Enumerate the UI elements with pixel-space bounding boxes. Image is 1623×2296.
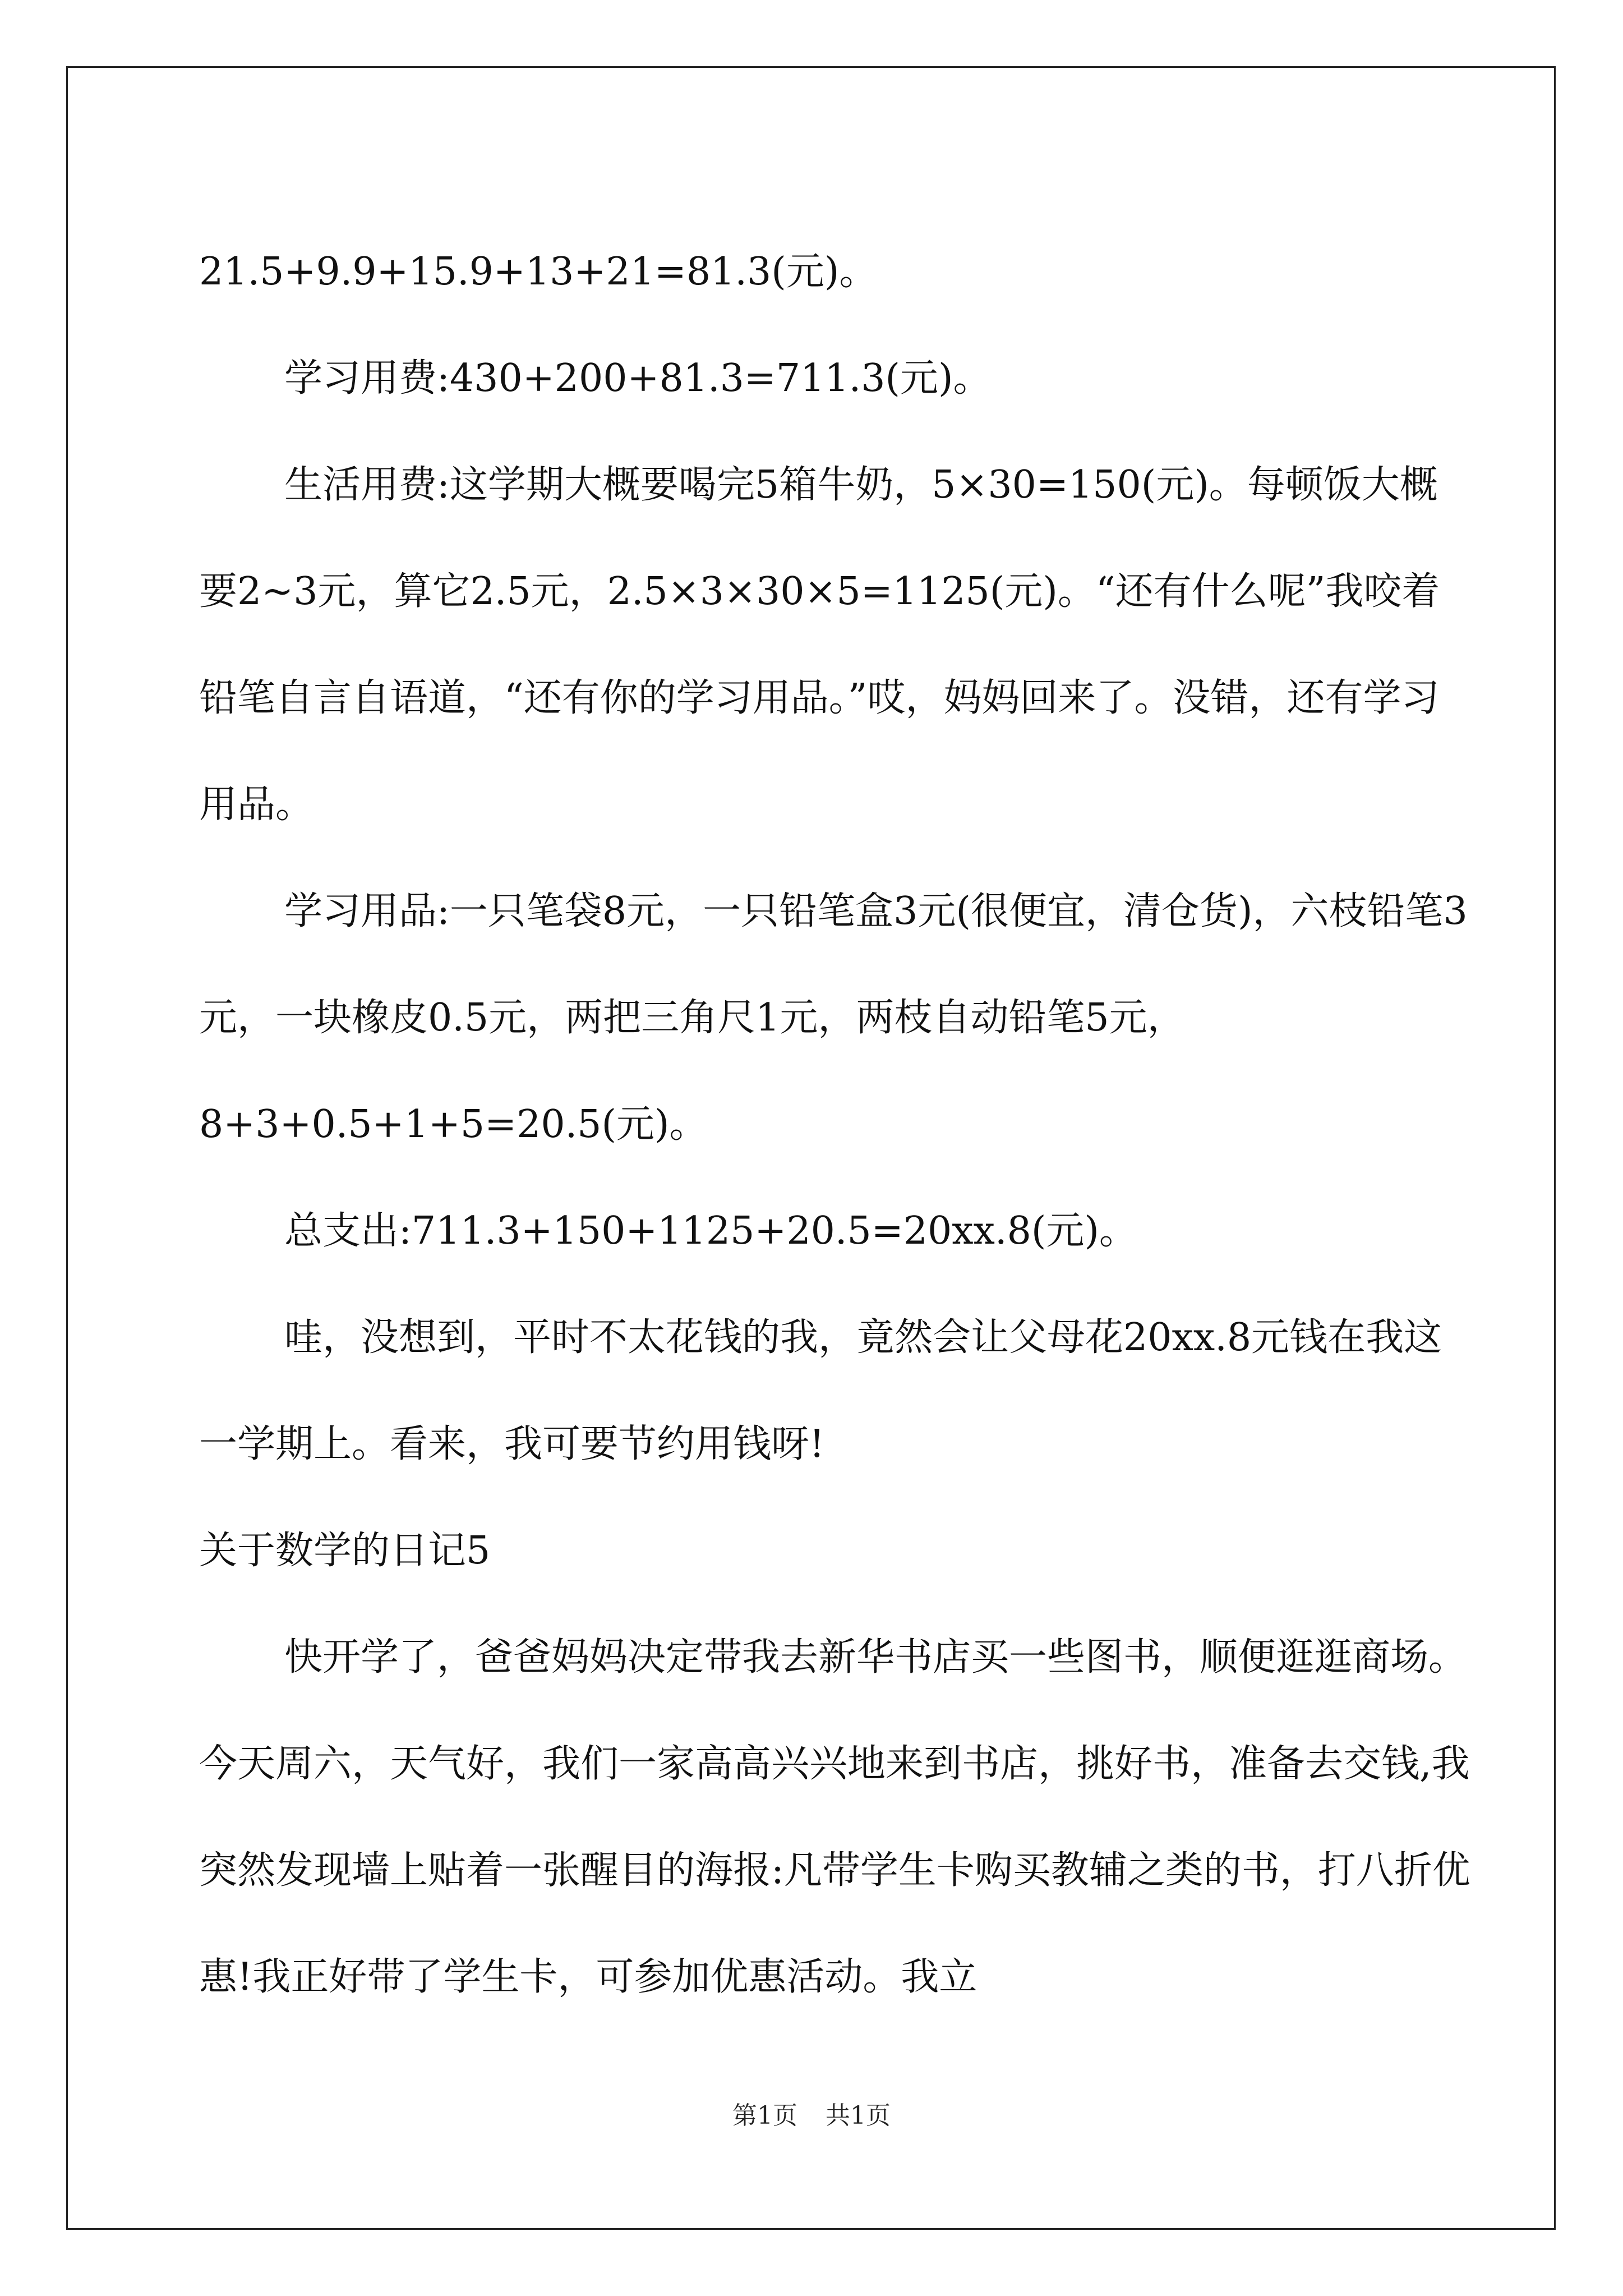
paragraph-1: 21.5+9.9+15.9+13+21=81.3(元)。	[199, 250, 878, 294]
paragraph-4: 学习用品:一只笔袋8元，一只铅笔盒3元(很便宜，清仓货)，六枝铅笔3元，一块橡皮0.5元，两把三角尺1元，两枝自动铅笔5元，8+3+0.5+1+5=20.5(元)。	[199, 889, 1468, 1147]
paragraph-7: 快开学了，爸爸妈妈决定带我去新华书店买一些图书，顺便逛逛商场。今天周六，天气好，我们一家高高兴兴地来到书店，挑好书，准备去交钱,我突然发现墙上贴着一张醒目的海报:凡带学生卡购买教辅之类的书，打八折优惠!我正好带了学生卡，可参加优惠活动。我立	[199, 1635, 1470, 1999]
document-body	[199, 219, 1472, 2031]
page-number: 第1页	[732, 2101, 797, 2130]
paragraph-5: 总支出:711.3+150+1125+20.5=20xx.8(元)。	[284, 1209, 1137, 1253]
paragraph-6: 哇，没想到，平时不太花钱的我，竟然会让父母花20xx.8元钱在我这一学期上。看来，我可要节约用钱呀!	[199, 1315, 1442, 1466]
page-footer	[0, 2095, 1623, 2131]
section-heading: 关于数学的日记5	[199, 1529, 491, 1573]
paragraph-2: 学习用费:430+200+81.3=711.3(元)。	[284, 356, 992, 401]
page-total: 共1页	[826, 2101, 891, 2130]
paragraph-3: 生活用费:这学期大概要喝完5箱牛奶，5×30=150(元)。每顿饭大概要2~3元，算它2.5元，2.5×3×30×5=1125(元)。“还有什么呢”我咬着铅笔自言自语道，“还有你的学习用品。”哎，妈妈回来了。没错，还有学习用品。	[199, 463, 1440, 827]
